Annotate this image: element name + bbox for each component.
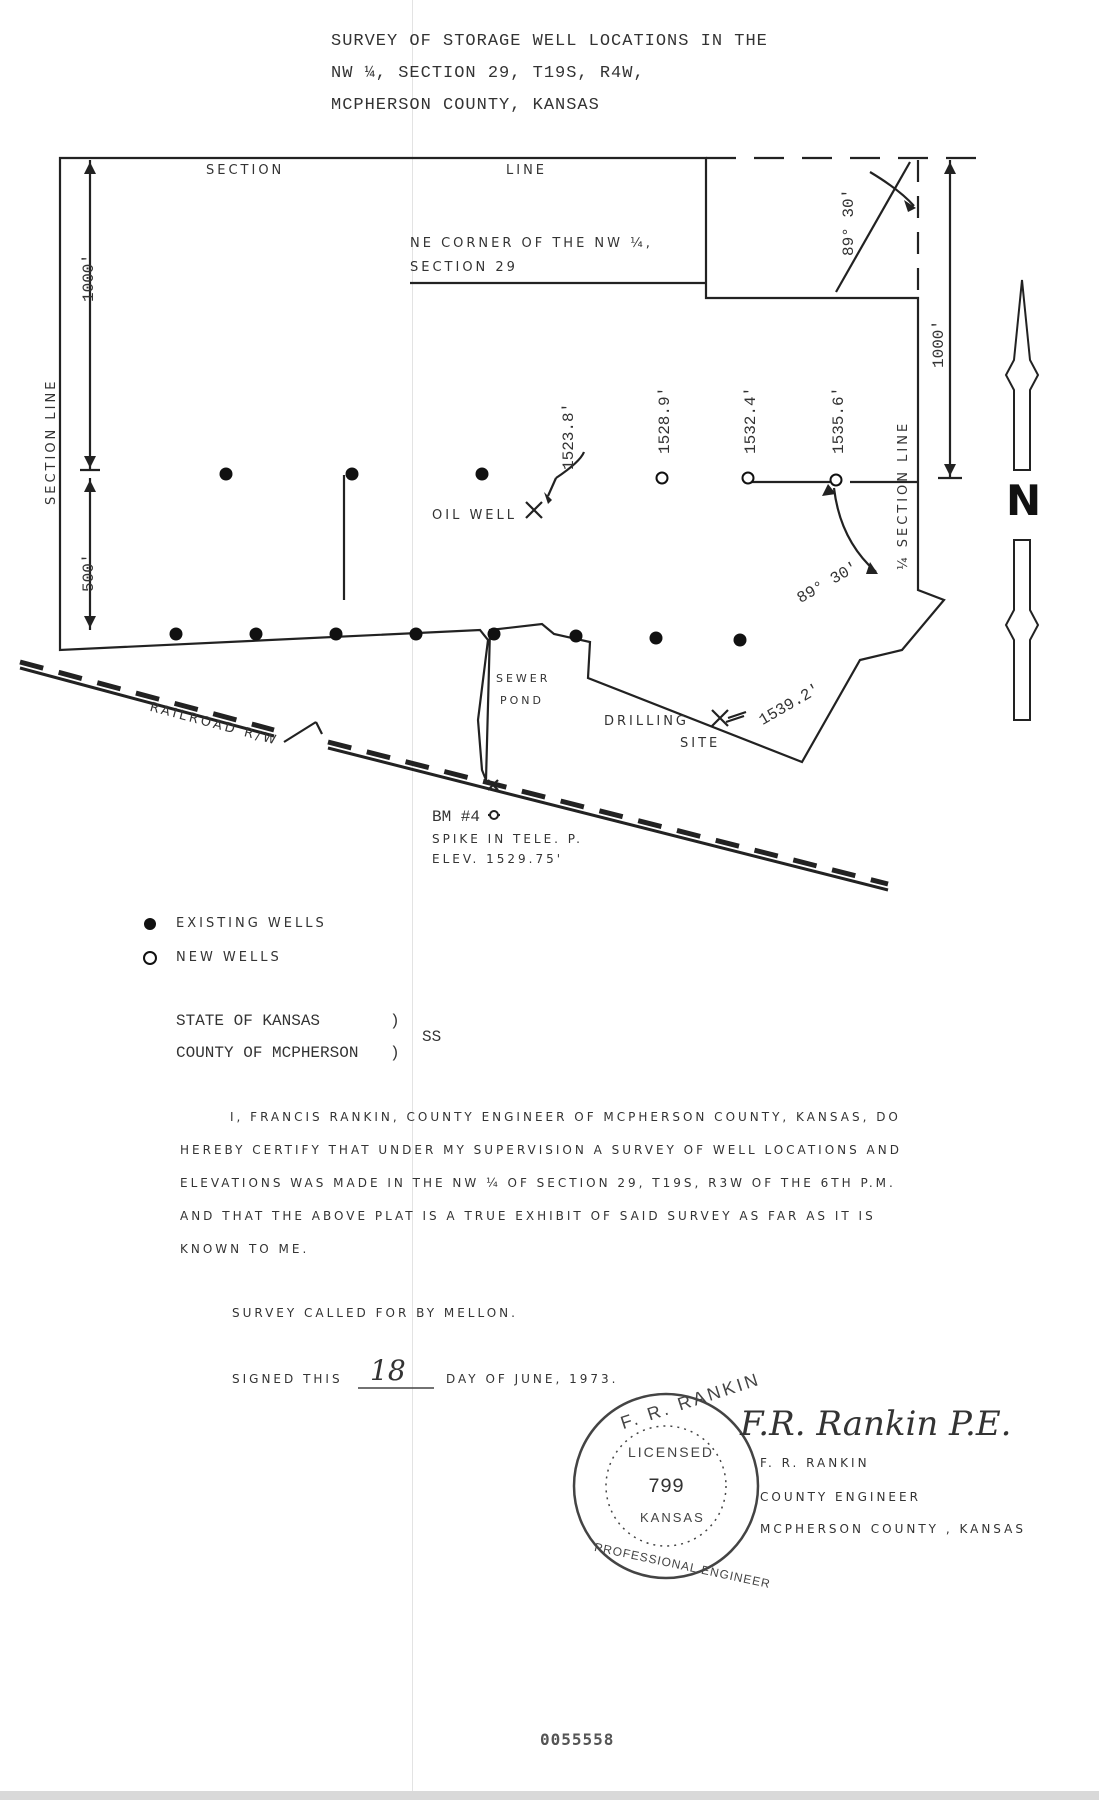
elevation-label-2: 1528.9' <box>656 386 674 454</box>
venue-bracket-2: ) <box>390 1044 400 1062</box>
certification-line-3: ELEVATIONS WAS MADE IN THE NW ¼ OF SECTION 29, T19S, R3W OF THE 6TH P.M. <box>180 1176 896 1190</box>
ne-corner-label-2: SECTION 29 <box>410 260 518 275</box>
sewer-pond-label-2: POND <box>500 694 544 707</box>
venue-ss: SS <box>422 1028 442 1046</box>
new-well-marker <box>657 473 668 484</box>
existing-well-marker <box>734 634 747 647</box>
existing-well-marker <box>650 632 663 645</box>
new-well-marker <box>831 475 842 486</box>
dimension-500-left: 500' <box>80 553 98 592</box>
existing-well-marker <box>410 628 423 641</box>
seal-licensed: LICENSED <box>628 1444 715 1460</box>
certification-line-1: I, FRANCIS RANKIN, COUNTY ENGINEER OF MCPHERSON COUNTY, KANSAS, DO <box>230 1110 901 1124</box>
drilling-site-label-1: DRILLING <box>604 714 689 729</box>
dimension-1000-right: 1000' <box>930 319 948 368</box>
ne-corner-label-1: NE CORNER OF THE NW ¼, <box>410 236 653 251</box>
certification-line-4: AND THAT THE ABOVE PLAT IS A TRUE EXHIBIT OF SAID SURVEY AS FAR AS IT IS <box>180 1209 876 1223</box>
benchmark-label: BM #4 <box>432 808 481 826</box>
existing-well-marker <box>250 628 263 641</box>
existing-well-marker <box>570 630 583 643</box>
section-label-top: SECTION <box>206 163 285 178</box>
signer-name: F. R. RANKIN <box>760 1456 870 1470</box>
north-label: N <box>1006 476 1042 525</box>
venue-bracket-1: ) <box>390 1012 400 1030</box>
benchmark-spike-label: SPIKE IN TELE. P. <box>432 832 583 846</box>
survey-title-line-1: SURVEY OF STORAGE WELL LOCATIONS IN THE <box>331 32 768 51</box>
line-label-top: LINE <box>506 163 548 178</box>
survey-called-for: SURVEY CALLED FOR BY MELLON. <box>232 1306 518 1320</box>
signer-county: MCPHERSON COUNTY , KANSAS <box>760 1522 1026 1536</box>
angle-label-mid: 89° 30' <box>794 558 862 608</box>
existing-well-marker <box>220 468 233 481</box>
railroad-row-label: RAILROAD R/W <box>148 700 281 749</box>
survey-title-line-3: MCPHERSON COUNTY, KANSAS <box>331 96 600 115</box>
elevation-label-3: 1532.4' <box>742 386 760 454</box>
quarter-section-line-label: ¼ SECTION LINE <box>896 420 911 570</box>
existing-well-marker <box>346 468 359 481</box>
dimension-1000-left: 1000' <box>80 253 98 302</box>
elevation-label-drilling: 1539.2' <box>756 680 824 730</box>
legend-existing-wells: EXISTING WELLS <box>176 916 327 931</box>
signer-title: COUNTY ENGINEER <box>760 1490 921 1504</box>
seal-name: F. R. RANKIN <box>618 1368 764 1434</box>
seal-number: 799 <box>648 1476 685 1499</box>
signed-day: 18 <box>370 1354 406 1387</box>
existing-well-marker <box>170 628 183 641</box>
sewer-pond-label-1: SEWER <box>496 672 551 685</box>
scan-edge <box>0 1791 1099 1800</box>
benchmark-elevation-label: ELEV. 1529.75' <box>432 852 564 866</box>
elevation-label-4: 1535.6' <box>830 386 848 454</box>
elevation-label-1: 1523.8' <box>560 402 578 470</box>
oil-well-label: OIL WELL <box>432 508 517 523</box>
existing-well-legend-icon <box>144 918 156 930</box>
survey-title-line-2: NW ¼, SECTION 29, T19S, R4W, <box>331 64 645 83</box>
new-well-legend-icon <box>144 952 156 964</box>
document-stamp: 0055558 <box>540 1730 615 1749</box>
angle-label-top: 89° 30' <box>840 188 858 256</box>
legend-new-wells: NEW WELLS <box>176 950 282 965</box>
signed-suffix: DAY OF JUNE, 1973. <box>446 1372 619 1386</box>
venue-state: STATE OF KANSAS <box>176 1012 321 1030</box>
certification-line-2: HEREBY CERTIFY THAT UNDER MY SUPERVISION A SURVEY OF WELL LOCATIONS AND <box>180 1143 902 1157</box>
existing-well-marker <box>488 628 501 641</box>
handwritten-signature: F.R. Rankin P.E. <box>740 1404 1012 1444</box>
section-line-left-label: SECTION LINE <box>44 378 59 505</box>
drilling-site-label-2: SITE <box>680 736 721 751</box>
signed-prefix: SIGNED THIS <box>232 1372 343 1386</box>
new-well-marker <box>743 473 754 484</box>
certification-line-5: KNOWN TO ME. <box>180 1242 310 1256</box>
existing-well-marker <box>330 628 343 641</box>
venue-county: COUNTY OF MCPHERSON <box>176 1044 359 1062</box>
seal-state: KANSAS <box>640 1510 705 1525</box>
seal-profession: PROFESSIONAL ENGINEER <box>593 1540 773 1592</box>
existing-well-marker <box>476 468 489 481</box>
